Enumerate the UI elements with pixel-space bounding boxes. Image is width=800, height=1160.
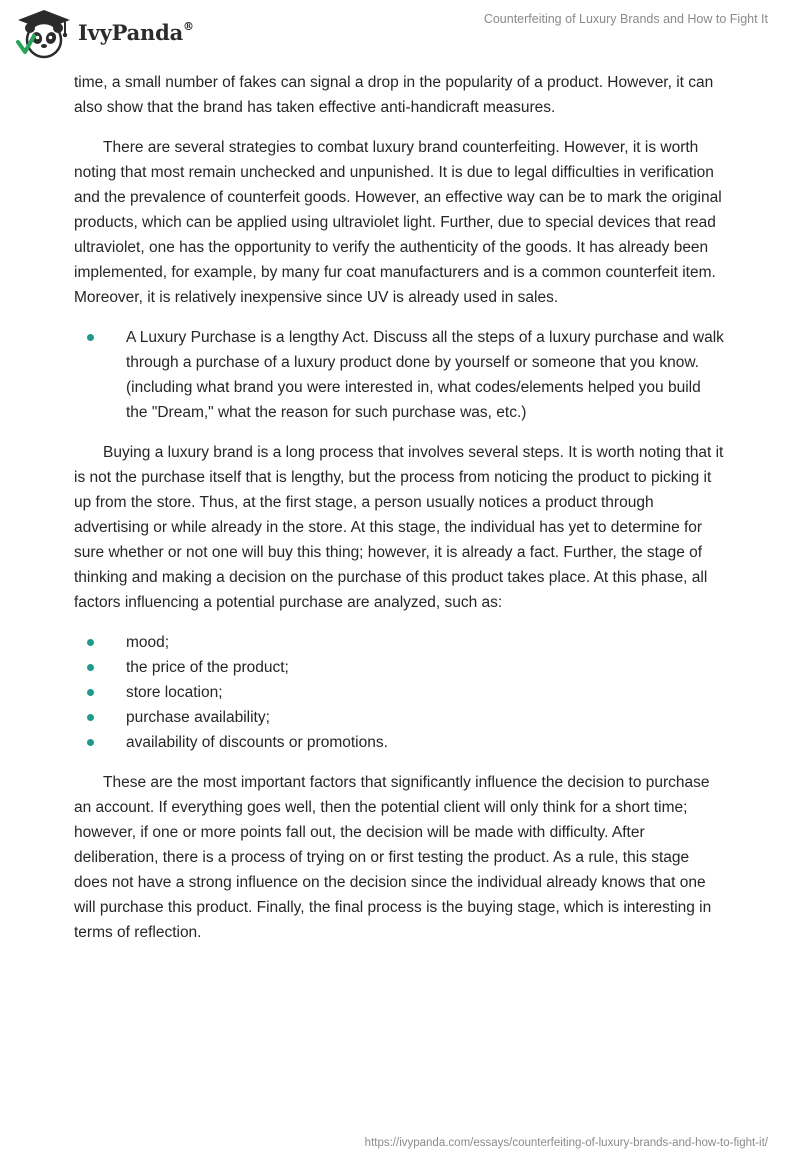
page-header: [0, 0, 800, 70]
list-item: [74, 655, 726, 680]
bullet-icon: [87, 714, 94, 721]
document-title: Counterfeiting of Luxury Brands and How to Fight It: [483, 12, 768, 26]
essay-content: [74, 70, 726, 960]
factors-list: [74, 630, 726, 755]
source-url[interactable]: https://ivypanda.com/essays/counterfeiting-of-luxury-brands-and-how-to-fight-it/: [364, 1137, 768, 1149]
list-item: [74, 680, 726, 705]
registered-mark: ®: [183, 20, 194, 33]
question-text: A Luxury Purchase is a lengthy Act. Discuss all the steps of a luxury purchase and walk through a purchase of a luxury product done by yourself or someone that you know. (including what brand you were interested in, what codes/elements helped you build the "Dream," what the reason for such purchase was, etc.): [126, 329, 724, 421]
bullet-icon: [87, 334, 94, 341]
factor-text: store location;: [126, 684, 223, 701]
question-list: [74, 325, 726, 425]
list-item: [74, 325, 726, 425]
bullet-icon: [87, 739, 94, 746]
paragraph-strategies: There are several strategies to combat luxury brand counterfeiting. However, it is worth noting that most remain unchecked and unpunished. It is due to legal difficulties in verification and the prevalence of counterfeit goods. However, an effective way can be to mark the original products, which can be applied using ultraviolet light. Further, due to special devices that read ultraviolet, one has the opportunity to verify the authenticity of the goods. It has already been implemented, for example, by many fur coat manufacturers and is a common counterfeit item. Moreover, it is relatively inexpensive since UV is already used in sales.: [74, 139, 722, 306]
bullet-icon: [87, 639, 94, 646]
ivypanda-logo-icon[interactable]: [14, 6, 74, 62]
bullet-icon: [87, 689, 94, 696]
factor-text: availability of discounts or promotions.: [126, 734, 388, 751]
brand-name[interactable]: [78, 20, 194, 45]
factor-text: purchase availability;: [126, 709, 270, 726]
paragraph-buying-process: Buying a luxury brand is a long process that involves several steps. It is worth noting that it is not the purchase itself that is lengthy, but the process from noticing the product to picking it up from the store. Thus, at the first stage, a person usually notices a product through advertising or while already in the store. At this stage, the individual has yet to determine for sure whether or not one will buy this thing; however, it is already a fact. Further, the stage of thinking and making a decision on the purchase of this product takes place. At this phase, all factors influencing a potential purchase are analyzed, such as:: [74, 444, 724, 611]
list-item: [74, 630, 726, 655]
brand-name-text: IvyPanda: [78, 20, 184, 45]
list-item: [74, 730, 726, 755]
factor-text: mood;: [126, 634, 170, 651]
bullet-icon: [87, 664, 94, 671]
paragraph-continuation: time, a small number of fakes can signal a drop in the popularity of a product. However, it can also show that the brand has taken effective anti-handicraft measures.: [74, 74, 714, 116]
paragraph-decision: These are the most important factors that significantly influence the decision to purchase an account. If everything goes well, then the potential client will only think for a short time; however, if one or more points fall out, the decision will be made with difficulty. After deliberation, there is a process of trying on or first testing the product. As a rule, this stage does not have a strong influence on the decision since the individual already knows that one will purchase this product. Finally, the final process is the buying stage, which is interesting in terms of reflection.: [74, 774, 712, 941]
list-item: [74, 705, 726, 730]
factor-text: the price of the product;: [126, 659, 289, 676]
